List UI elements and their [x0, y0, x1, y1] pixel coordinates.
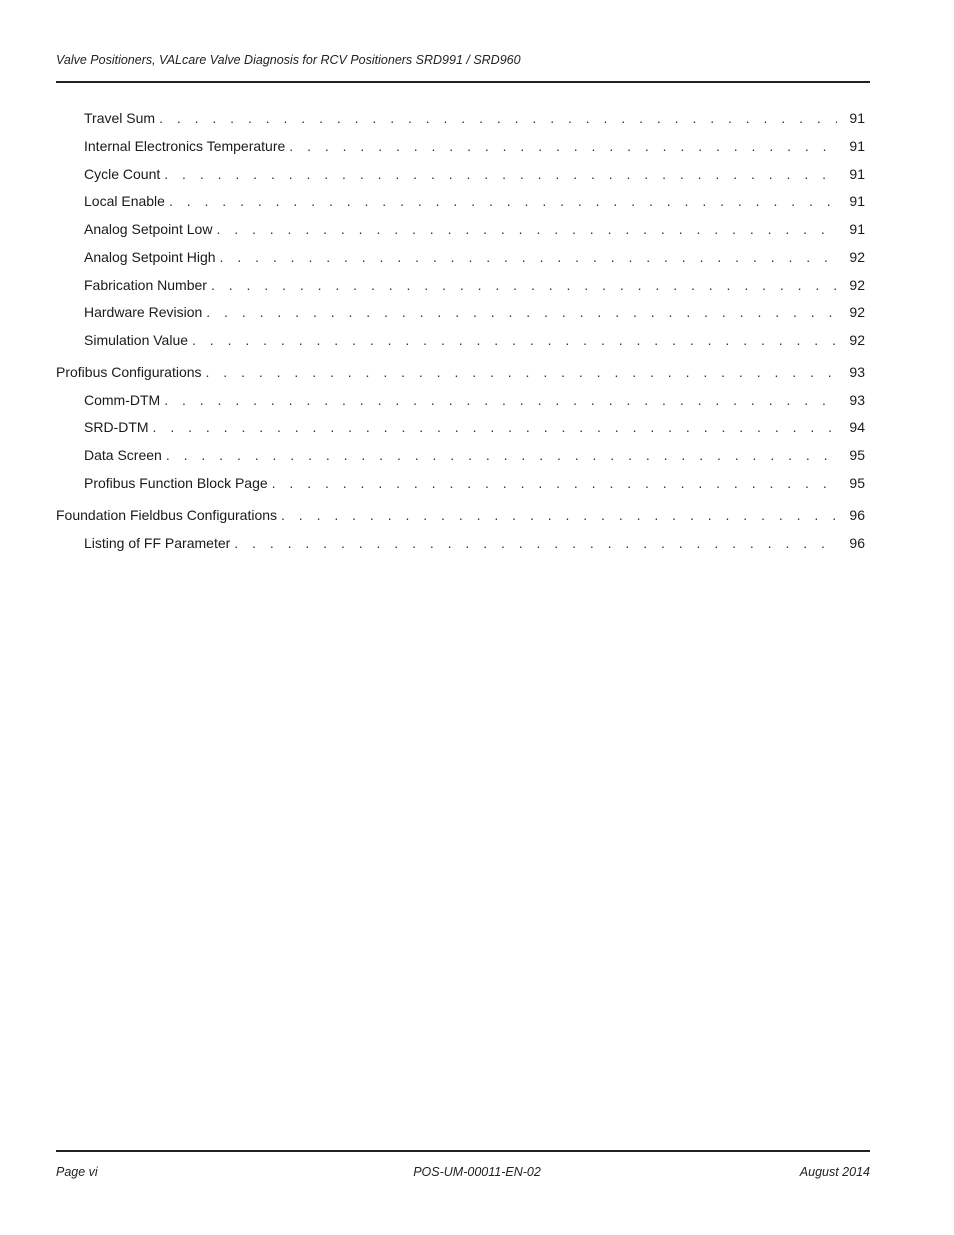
toc-entry[interactable] [84, 220, 865, 238]
toc-entry-label: Data Screen [84, 447, 162, 463]
toc-entry[interactable] [84, 534, 865, 552]
dot-leader [159, 109, 837, 127]
dot-leader [153, 418, 837, 436]
dot-leader [166, 446, 837, 464]
toc-entry-label: Simulation Value [84, 332, 189, 348]
footer-rule [56, 1150, 870, 1152]
toc-entry-page: 91 [849, 110, 865, 126]
dot-leader [234, 534, 837, 552]
toc-entry[interactable] [84, 248, 865, 266]
toc-entry-label: Cycle Count [84, 166, 161, 182]
toc-entry-page: 96 [849, 507, 865, 523]
toc-entry[interactable] [84, 192, 865, 210]
toc-section-entry[interactable] [56, 363, 865, 381]
toc-section-entry[interactable] [56, 506, 865, 524]
toc-entry-label: Profibus Configurations [56, 364, 202, 380]
toc-entry-page: 91 [849, 193, 865, 209]
toc-entry-page: 91 [849, 138, 865, 154]
toc-entry-label: Local Enable [84, 193, 165, 209]
toc-entry-label: Travel Sum [84, 110, 156, 126]
toc-entry[interactable] [84, 446, 865, 464]
dot-leader [281, 506, 837, 524]
toc-entry[interactable] [84, 474, 865, 492]
header-rule [56, 81, 870, 83]
toc-entry-page: 94 [849, 419, 865, 435]
toc-entry[interactable] [84, 418, 865, 436]
dot-leader [206, 363, 837, 381]
toc-entry-page: 95 [849, 447, 865, 463]
dot-leader [220, 248, 837, 266]
toc-entry-label: Comm-DTM [84, 392, 161, 408]
toc-entry-page: 96 [849, 535, 865, 551]
toc-entry-page: 91 [849, 221, 865, 237]
toc-entry[interactable] [84, 391, 865, 409]
toc-entry-page: 92 [849, 304, 865, 320]
toc-entry-label: Analog Setpoint High [84, 249, 216, 265]
toc-entry[interactable] [84, 165, 865, 183]
dot-leader [211, 276, 837, 294]
toc-entry-page: 93 [849, 392, 865, 408]
toc-entry-page: 95 [849, 475, 865, 491]
toc-entry-page: 92 [849, 332, 865, 348]
toc-entry-label: Analog Setpoint Low [84, 221, 213, 237]
toc-entry-label: SRD-DTM [84, 419, 149, 435]
toc-entry[interactable] [84, 137, 865, 155]
toc-entry-page: 93 [849, 364, 865, 380]
footer-page-label: Page vi [56, 1165, 98, 1179]
running-header-title: Valve Positioners, VALcare Valve Diagnosis for RCV Positioners SRD991 / SRD960 [56, 53, 521, 67]
footer-doc-number: POS-UM-00011-EN-02 [413, 1165, 541, 1179]
dot-leader [216, 220, 837, 238]
dot-leader [272, 474, 837, 492]
toc-entry[interactable] [84, 276, 865, 294]
toc-entry-label: Foundation Fieldbus Configurations [56, 507, 278, 523]
toc-entry-label: Profibus Function Block Page [84, 475, 268, 491]
toc-entry-label: Hardware Revision [84, 304, 203, 320]
footer-date: August 2014 [799, 1165, 870, 1179]
dot-leader [164, 165, 837, 183]
toc-entry-page: 91 [849, 166, 865, 182]
toc-entry-label: Internal Electronics Temperature [84, 138, 286, 154]
dot-leader [169, 192, 837, 210]
toc-entry[interactable] [84, 303, 865, 321]
dot-leader [164, 391, 837, 409]
toc-entry[interactable] [84, 331, 865, 349]
toc-entry-page: 92 [849, 277, 865, 293]
toc-entry-page: 92 [849, 249, 865, 265]
dot-leader [206, 303, 837, 321]
dot-leader [289, 137, 837, 155]
toc-entry-label: Listing of FF Parameter [84, 535, 231, 551]
dot-leader [192, 331, 837, 349]
toc-entry[interactable] [84, 109, 865, 127]
toc-entry-label: Fabrication Number [84, 277, 207, 293]
